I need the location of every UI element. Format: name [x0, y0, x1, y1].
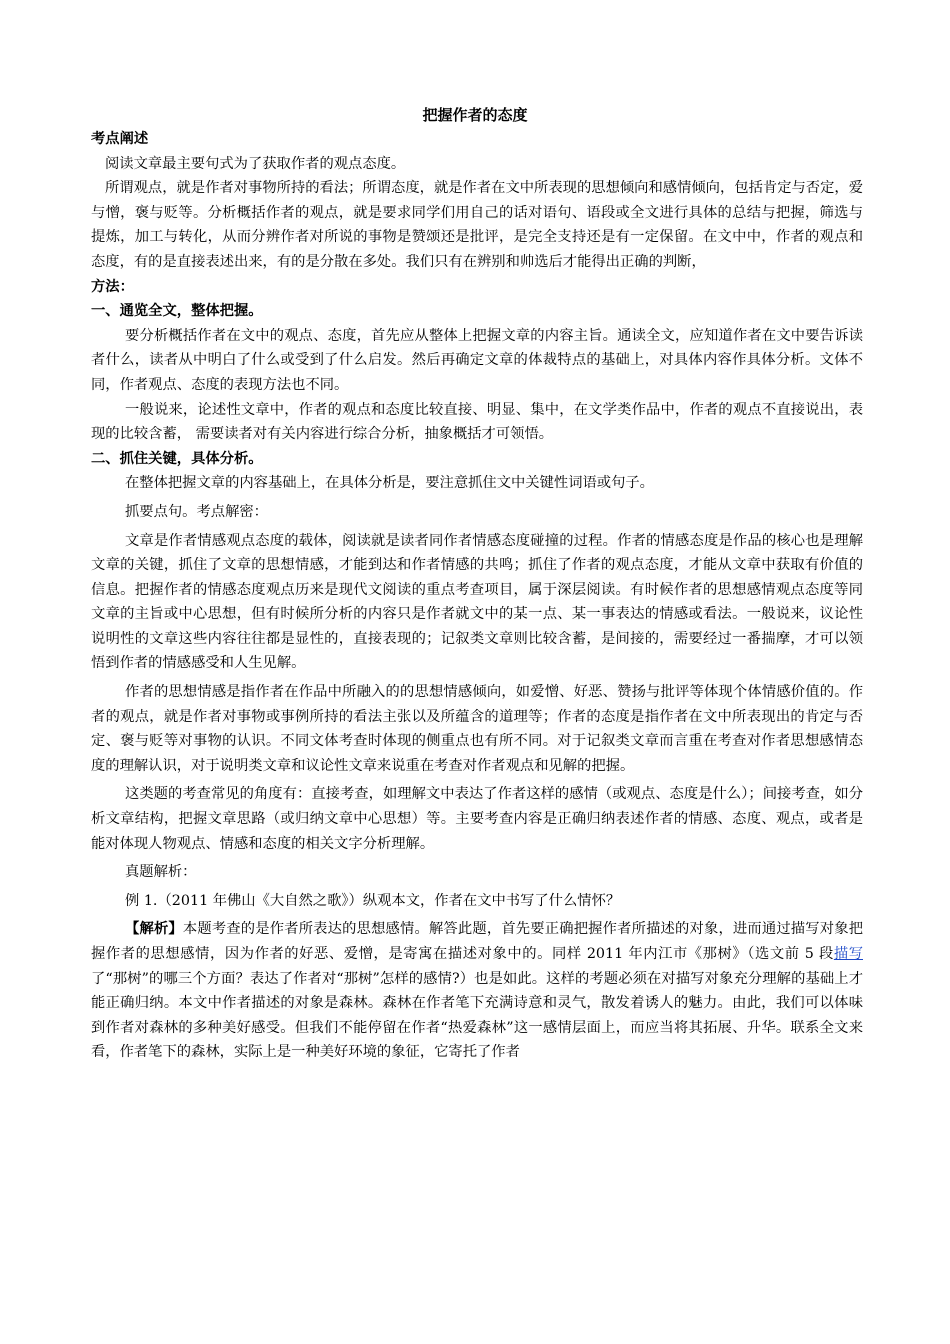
analysis-text: 本题考查的是作者所表达的思想感情。解答此题，首先要正确把握作者所描述的对象，进而通过描写对象把握作者的思想感情，因为作者的好恶、爱憎，是寄寓在描述对象中的。同样 2011 年内江市《那树》（选文前 5 段 [91, 921, 864, 962]
document-title: 把握作者的态度 [422, 106, 528, 124]
paragraph: 在整体把握文章的内容基础上，在具体分析是，要注意抓住文中关键性词语或句子。 [125, 475, 654, 492]
paragraph: 文章是作者情感观点态度的载体，阅读就是读者同作者情感态度碰撞的过程。作者的情感态度是作品的核心也是理解文章的关键，抓住了文章的思想情感，才能到达和作者情感的共鸣；抓住了作者的观点态度，才能从文章中获取有价值的信息。把握作者的情感态度观点历来是现代文阅读的重点考查项目，属于深层阅读。有时候作者的思想感情观点态度等同文章的主旨或中心思想，但有时候所分析的内容只是作者就文中的某一点、某一事表达的情感或看法。一般说来，议论性说明性的文章这些内容往往都是显性的，直接表现的；记叙类文章则比较含蓄，是间接的，需要经过一番揣摩，才可以领悟到作者的情感感受和人生见解。 [91, 532, 863, 672]
description-link[interactable]: 描写 [833, 946, 863, 962]
analysis-label: 【解析】 [125, 921, 183, 938]
paragraph: 这类题的考查常见的角度有：直接考查，如理解文中表达了作者这样的感情（或观点、态度是什么）；间接考查，如分析文章结构，把握文章思路（或归纳文章中心思想）等。主要考查内容是正确归纳表述作者的情感、态度、观点，或者是能对体现人物观点、情感和态度的相关文字分析理解。 [91, 786, 863, 852]
paragraph: 所谓观点，就是作者对事物所持的看法；所谓态度，就是作者在文中所表现的思想倾向和感情倾向，包括肯定与否定，爱与憎，褒与贬等。分析概括作者的观点，就是要求同学们用自己的话对语句、语段或全文进行具体的总结与把握，筛选与提炼，加工与转化，从而分辨作者对所说的事物是赞颂还是批评，是完全支持还是有一定保留。在文中中，作者的观点和态度，有的是直接表述出来，有的是分散在多处。我们只有在辨别和帅选后才能得出正确的判断， [91, 180, 863, 270]
heading-fangfa: 方法： [91, 278, 134, 295]
heading-kaodian: 考点阐述 [91, 131, 149, 147]
paragraph: 抓要点句。考点解密： [125, 503, 268, 520]
paragraph: 要分析概括作者在文中的观点、态度，首先应从整体上把握文章的内容主旨。通读全文，应知道作者在文中要告诉读者什么，读者从中明白了什么或受到了什么启发。然后再确定文章的体裁特点的基础上，对具体内容作具体分析。文体不同，作者观点、态度的表现方法也不同。 [91, 327, 863, 393]
paragraph: 作者的思想情感是指作者在作品中所融入的的思想情感倾向，如爱憎、好恶、赞扬与批评等体现个体情感价值的。作者的观点，就是作者对事物或事例所持的看法主张以及所蕴含的道理等；作者的态度是指作者在文中所表现出的肯定与否定、褒与贬等对事物的认识。不同文体考查时体现的侧重点也有所不同。对于记叙类文章而言重在考查对作者思想感情态度的理解认识，对于说明类文章和议论性文章来说重在考查对作者观点和见解的把握。 [91, 684, 863, 774]
paragraph: 真题解析： [125, 864, 197, 881]
analysis-text-continued: 了“那树”的哪三个方面？表达了作者对“那树”怎样的感情?）也是如此。这样的考题必须在对描写对象充分理解的基础上才能正确归纳。本文中作者描述的对象是森林。森林在作者笔下充满诗意和灵气，散发着诱人的魅力。由此，我们可以体味到作者对森林的多种美好感受。但我们不能停留在作者“热爱森林”这一感情层面上，而应当将其拓展、升华。联系全文来看，作者笔下的森林，实际上是一种美好环境的象征，它寄托了作者 [91, 970, 863, 1061]
document-body [91, 127, 863, 1065]
paragraph: 阅读文章最主要句式为了获取作者的观点态度。 [105, 155, 406, 172]
paragraph: 一般说来，论述性文章中，作者的观点和态度比较直接、明显、集中，在文学类作品中，作者的观点不直接说出，表现的比较含蓄， 需要读者对有关内容进行综合分析，抽象概括才可领悟。 [91, 401, 863, 443]
paragraph-analysis [91, 917, 863, 1065]
heading-section-one: 一、通览全文，整体把握。 [91, 303, 263, 320]
heading-section-two: 二、抓住关键，具体分析。 [91, 450, 263, 467]
paragraph: 例 1.（2011 年佛山《大自然之歌》）纵观本文，作者在文中书写了什么情怀？ [125, 892, 621, 909]
